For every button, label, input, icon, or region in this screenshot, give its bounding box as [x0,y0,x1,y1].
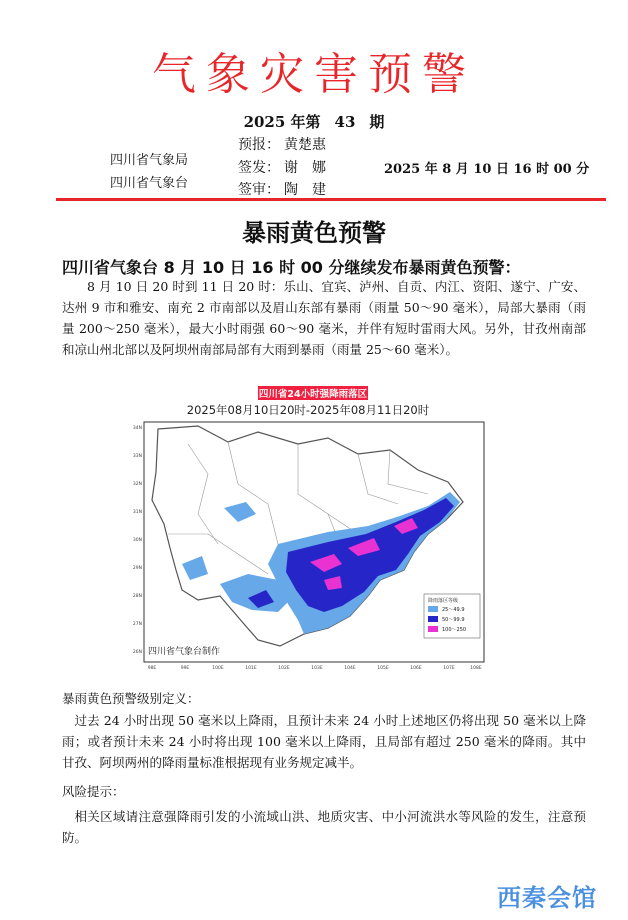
document-title: 气象灾害预警 [152,49,476,100]
lat-tick: 26N [132,650,142,655]
issue-number: 43 [334,113,356,131]
lat-tick: 27N [132,622,142,627]
legend-swatch-1 [428,606,438,612]
definition-text: 过去 24 小时出现 50 毫米以上降雨，且预计未来 24 小时上述地区仍将出现 50 毫米以上降雨；或者预计未来 24 小时将出现 100 毫米以上降雨，且局部有超过 250 毫米的降雨。其中甘孜、阿坝两州的降雨量标准根据现有业务规定减半。 [62,713,586,770]
issue-suffix: 期 [369,113,385,131]
lat-tick: 34N [132,426,142,431]
signer-name: 谢 娜 [284,160,326,176]
legend-label-2: 50～99.9 [442,617,465,623]
issuer-bureau: 四川省气象局 [110,153,189,168]
signer-row [238,157,326,177]
lon-tick: 106E [410,666,422,671]
header-divider [56,198,606,201]
signer-label: 签发： [238,160,280,176]
lon-tick: 103E [311,666,323,671]
issue-date: 2025 年 8 月 10 日 16 时 00 分 [384,162,590,177]
definition-heading: 暴雨黄色预警级别定义： [62,691,200,706]
map-credit: 四川省气象台制作 [148,647,221,657]
lon-tick: 101E [245,666,257,671]
lon-tick: 108E [470,666,482,671]
lon-tick: 107E [443,666,455,671]
map-legend [424,594,480,638]
lon-tick: 100E [212,666,224,671]
map-title: 四川省24小时强降雨落区 [258,389,368,400]
lon-tick: 99E [180,666,190,671]
map-subtitle: 2025年08月10日20时-2025年08月11日20时 [186,403,430,417]
site-watermark: 西秦会馆 [497,884,597,912]
warning-headline: 四川省气象台 8 月 10 日 16 时 00 分继续发布暴雨黄色预警： [62,258,521,277]
lat-tick: 29N [132,566,142,571]
legend-label-3: 100～250 [442,627,467,633]
lon-tick: 102E [278,666,290,671]
legend-swatch-3 [428,626,438,632]
issue-number-line [0,111,628,132]
forecaster-label: 预报： [238,137,280,153]
legend-swatch-2 [428,616,438,622]
lat-tick: 32N [132,482,142,487]
lat-tick: 28N [132,594,142,599]
issue-prefix: 2025 年第 [243,113,321,131]
risk-heading: 风险提示： [62,784,125,799]
lat-tick: 31N [132,510,142,515]
lon-tick: 105E [377,666,389,671]
rainfall-map [128,384,488,674]
lat-tick: 33N [132,454,142,459]
lat-tick: 30N [132,538,142,543]
lon-tick: 104E [344,666,356,671]
risk-text: 相关区域请注意强降雨引发的小流域山洪、地质灾害、中小河流洪水等风险的发生，注意预防。 [62,809,586,845]
legend-label-1: 25～49.9 [442,607,465,613]
reviewer-name: 陶 建 [284,182,326,198]
reviewer-row [238,179,326,199]
reviewer-label: 签审： [238,182,280,198]
legend-title: 降雨落区等级 [428,598,459,604]
lon-tick: 98E [147,666,157,671]
warning-detail: 8 月 10 日 20 时到 11 日 20 时：乐山、宜宾、泸州、自贡、内江、资阳、遂宁、广安、达州 9 市和雅安、南充 2 市南部以及眉山东部有暴雨（雨量 50～90 毫米），局部大暴雨（雨量 200～250 毫米），最大小时雨强 60～90 毫米，并伴有短时雷雨大风。另外，甘孜州南部和凉山州北部以及阿坝州南部局部有大雨到暴雨（雨量 25～60 毫米）。 [62,279,586,357]
forecaster-row [238,134,326,154]
issuer-observatory: 四川省气象台 [110,176,189,191]
warning-title: 暴雨黄色预警 [242,219,386,247]
forecaster-name: 黄楚惠 [284,137,326,153]
